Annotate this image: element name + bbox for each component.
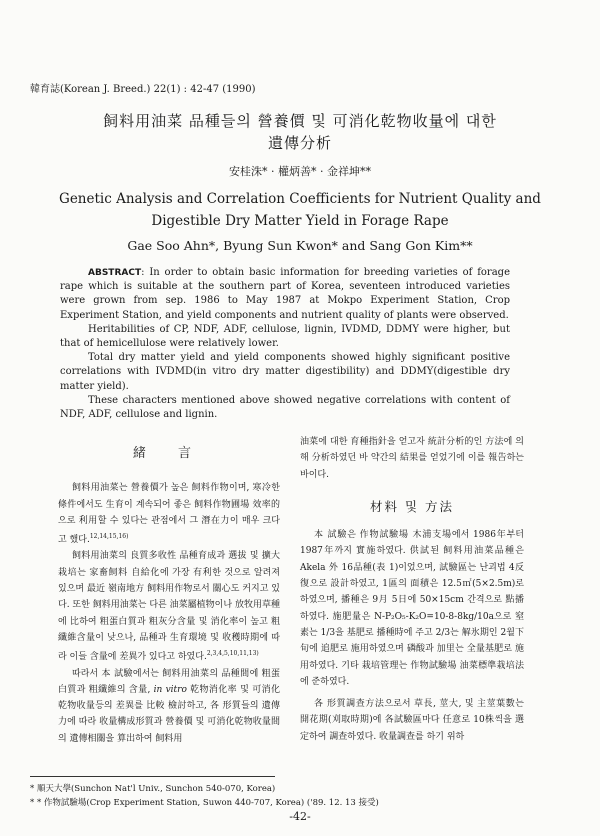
journal-citation: 韓育誌(Korean J. Breed.) 22(1) : 42-47 (1990) xyxy=(30,84,256,95)
abstract-paragraph-3: Total dry matter yield and yield components showed highly significant positive correlations with IVDMD(in vitro dry matter digestibility) and DDMY(digestible dry matter yield). xyxy=(60,352,510,392)
intro-text-1: 飼料用油菜는 營養價가 높은 飼料作物이며, 寒冷한 條件에서도 生育이 계속되어 좋은 飼料作物圃場 效率的으로 利用할 수 있다는 관점에서 그 潛在力이 매우 크다고 했다. xyxy=(58,483,280,546)
korean-title xyxy=(40,110,560,154)
intro-refs-2: 2,3,4,5,10,11,13) xyxy=(206,650,259,658)
abstract-label: ABSTRACT xyxy=(88,268,142,278)
footnote-rule xyxy=(30,776,275,777)
abstract-paragraph-1 xyxy=(60,266,510,323)
abstract xyxy=(60,266,510,422)
intro-paragraph-3 xyxy=(58,666,280,747)
intro-text-3a: 따라서 本 試驗에서는 飼料用油菜의 品種間에 粗蛋白質과 粗纖維의 含量, xyxy=(58,668,280,695)
methods-paragraph-1: 本 試驗은 作物試驗場 木浦支場에서 1986年부터 1987年까지 實施하였다. 供試된 飼料用油菜品種은 Akela 外 16品種(表 1)이었으며, 試驗區는 난괴법 4反復으로 設計하였고, 1區의 面積은 12.5㎡(5×2.5m)로 하였으며, 播種은 9月 5日에 50×15cm 간격으로 點播하였다. 施肥量은 N-P₂O₅-K₂O=10-8-8kg/10a으로 窒素는 1/3을 基肥로 播種時에 주고 2/3는 解氷期인 2월下旬에 追肥로 施用하였으며 磷酸과 加里는 全量基肥로 施用하였다. 기타 栽培管理는 作物試驗場 油菜標準栽培法에 준하였다. xyxy=(300,530,524,687)
intro-paragraph-1 xyxy=(58,480,280,548)
abstract-paragraph-2: Heritabilities of CP, NDF, ADF, cellulose, lignin, IVDMD, DDMY were higher, but that of hemicellulose were relatively lower. xyxy=(60,323,510,350)
intro-refs-1: 12,14,15,16) xyxy=(89,533,129,541)
right-column xyxy=(300,434,524,745)
left-column xyxy=(58,446,280,747)
korean-authors: 安桂洙* · 權炳善* · 金祥坤** xyxy=(229,165,371,178)
methods-paragraph-2: 各 形質調查方法으로서 草長, 莖大, 및 主莖葉數는 開花期(刈取時期)에 各試驗區마다 任意로 10株씩을 選定하여 調查하였다. 收量調查를 하기 위하 xyxy=(300,699,524,742)
english-title-line-2: Digestible Dry Matter Yield in Forage Rape xyxy=(151,213,449,229)
abstract-text-1: : In order to obtain basic information for breeding varieties of forage rape which is suitable at the southern part of Korea, seventeen introduced varieties were grown from sep. 1986 to May 1987 at Mokpo Experiment Station, Crop Experiment Station, and yield components and nutrient quality of plants were observed. xyxy=(60,267,510,321)
intro-italic-in-vitro: in vitro xyxy=(153,684,187,695)
english-title-line-1: Genetic Analysis and Correlation Coefficients for Nutrient Quality and xyxy=(59,191,541,207)
intro-text-3b: 乾物消化率 및 可消化乾物收量등의 差異를 比較 檢討하고, 各 形質들의 遺傳力에 따라 收量構成形質과 營養價 및 可消化乾物收量間의 遺傳相關을 算出하여 飼料用 xyxy=(58,684,280,744)
materials-methods-heading: 材料 및 方法 xyxy=(369,498,455,514)
abstract-paragraph-4: These characters mentioned above showed negative correlations with content of NDF, ADF, cellulose and lignin. xyxy=(60,394,510,421)
intro-paragraph-2 xyxy=(58,548,280,665)
english-authors: Gae Soo Ahn*, Byung Sun Kwon* and Sang Gon Kim** xyxy=(127,238,473,253)
footnote-1: * 順天大學(Sunchon Nat'l Univ., Sunchon 540-070, Korea) xyxy=(30,784,276,794)
page-number: -42- xyxy=(289,810,311,823)
introduction-heading: 緒 言 xyxy=(132,446,206,461)
footnote-2: * * 作物試驗場(Crop Experiment Station, Suwon 440-707, Korea) ('89. 12. 13 接受) xyxy=(30,798,379,808)
korean-title-line-1: 飼料用油菜 品種들의 營養價 및 可消化乾物收量에 대한 xyxy=(103,112,497,130)
english-title xyxy=(40,188,560,232)
right-paragraph-0: 油菜에 대한 育種指針을 얻고자 統計分析的인 方法에 의해 分析하였던 바 약간의 結果를 얻었기에 이를 報告하는 바이다. xyxy=(300,437,524,480)
intro-text-2: 飼料用油菜의 良質多收性 品種育成과 選拔 및 擴大栽培는 家畜飼料 自給化에 가장 有利한 것으로 알려져 있으며 最近 嶺南地方 飼料用作物로서 關心도 커지고 있다. 또한 飼料用油菜는 다른 油菜屬植物이나 放牧用草種에 比하여 粗蛋白質과 粗灰分含量 및 消化率이 높고 粗纖維含量이 낮으나, 品種과 生育環境 및 收穫時期에 따라 이들 含量에 差異가 있다고 하였다. xyxy=(58,551,280,663)
korean-title-line-2: 遺傳分析 xyxy=(267,134,332,152)
